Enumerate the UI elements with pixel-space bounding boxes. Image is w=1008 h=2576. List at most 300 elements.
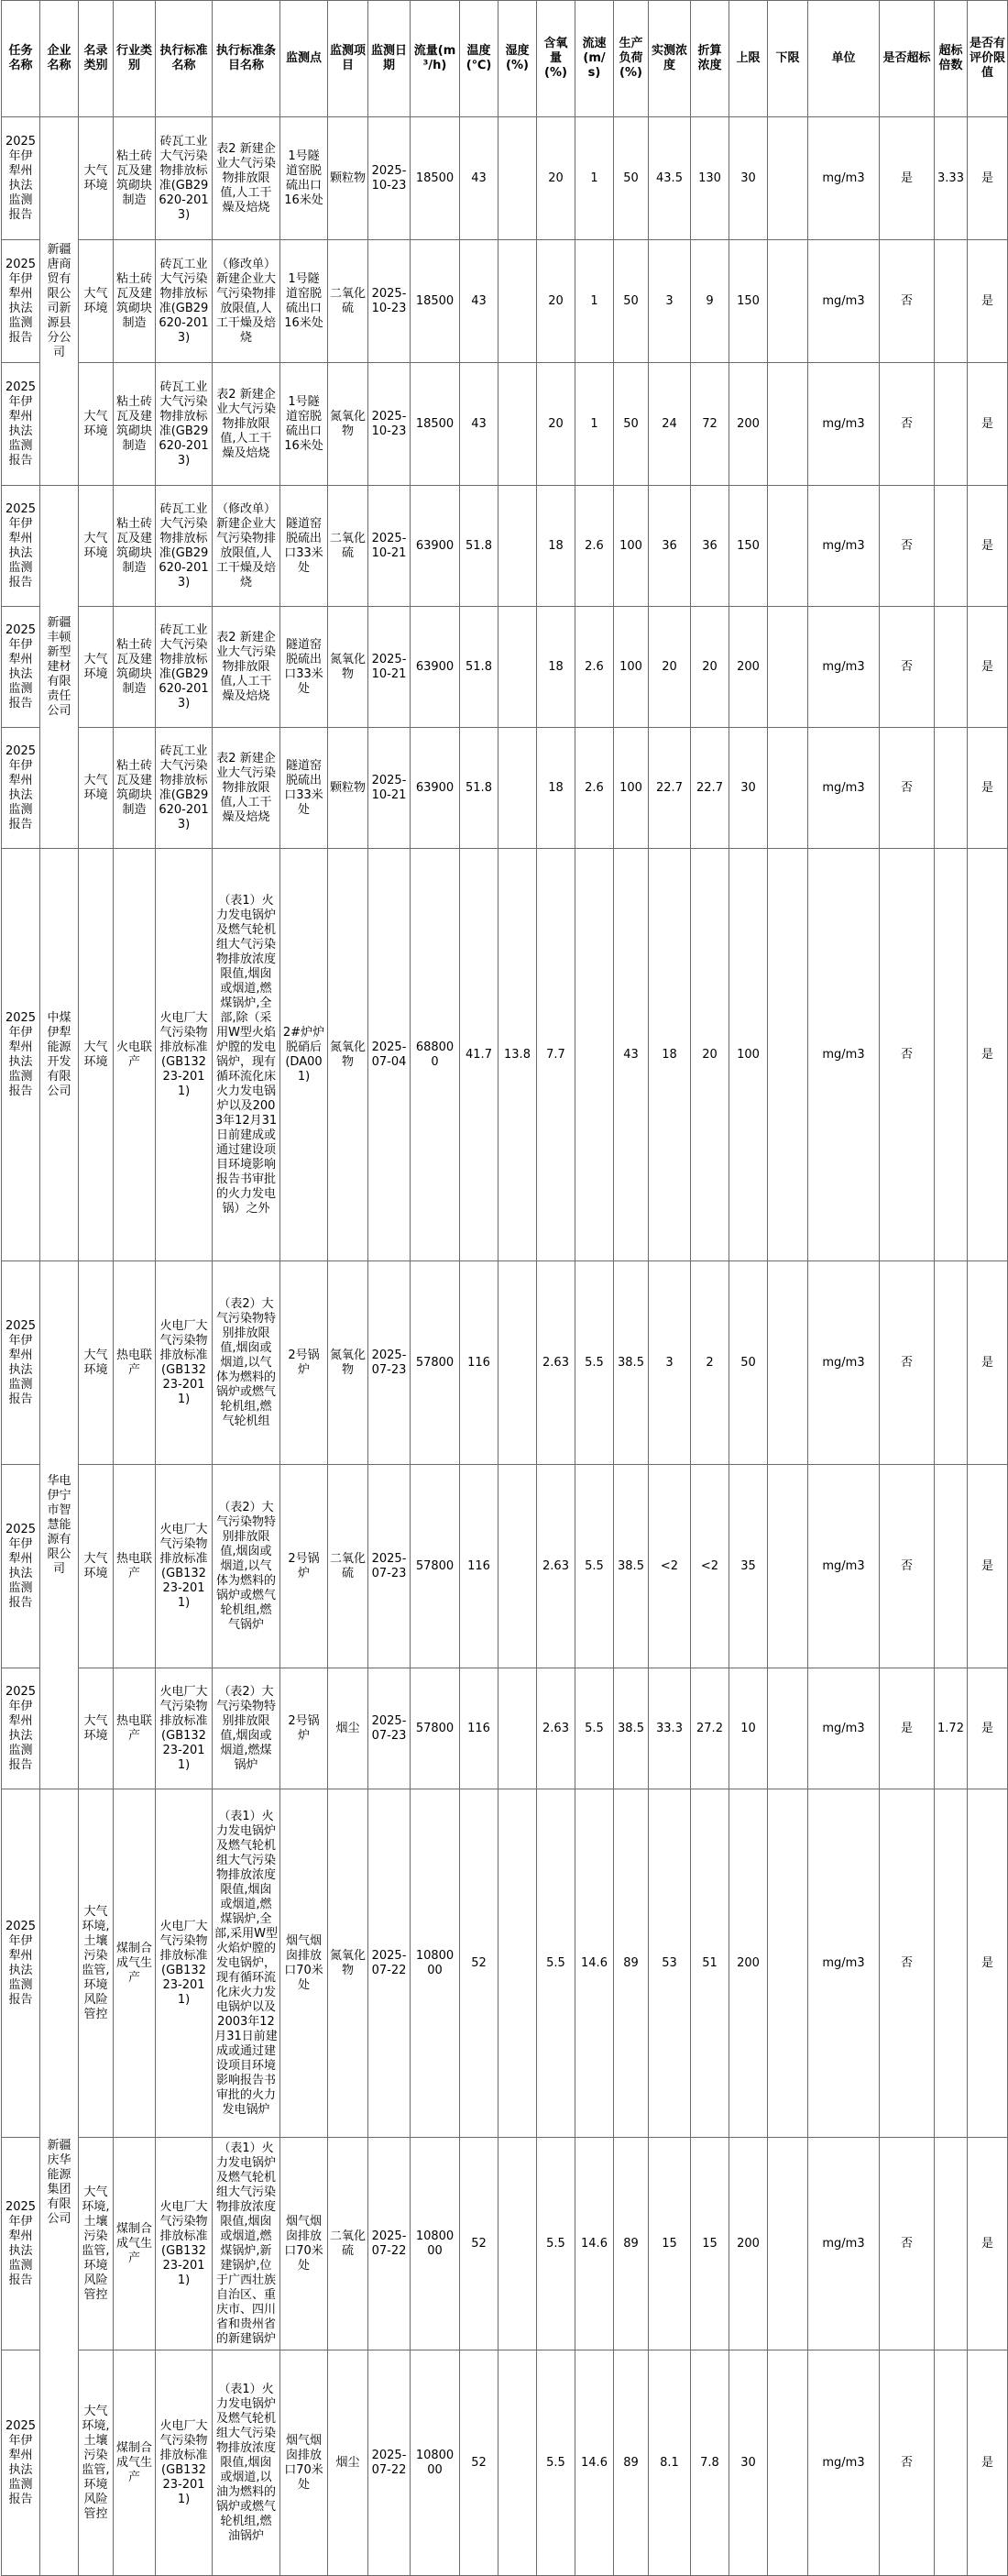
standard-cell: 砖瓦工业大气污染物排放标准(GB29620-2013) <box>156 363 213 486</box>
pollutant-cell: 氮氧化物 <box>328 607 368 728</box>
exceed-times-cell <box>935 728 968 849</box>
temperature-cell: 116 <box>460 1465 499 1668</box>
company-name-cell: 中煤伊犁能源开发有限公司 <box>40 849 79 1261</box>
measured-cell: 3 <box>649 240 691 363</box>
humidity-cell <box>499 2138 537 2350</box>
monitoring-point-cell: 烟气烟囱排放口70米处 <box>280 1789 328 2138</box>
upper-limit-cell: 200 <box>729 1789 768 2138</box>
oxygen-cell: 2.63 <box>537 1465 575 1668</box>
pollutant-cell: 氮氧化物 <box>328 1261 368 1465</box>
lower-limit-cell <box>768 363 808 486</box>
humidity-cell <box>499 1261 537 1465</box>
converted-cell: 27.2 <box>691 1668 729 1789</box>
load-cell: 38.5 <box>614 1465 649 1668</box>
table-row <box>2 240 1008 363</box>
header-cell: 执行标准名称 <box>156 1 213 117</box>
upper-limit-cell: 100 <box>729 849 768 1261</box>
monitoring-point-cell: 1号隧道窑脱硫出口16米处 <box>280 363 328 486</box>
task-name-cell: 2025年伊犁州执法监测报告 <box>2 486 40 607</box>
velocity-cell: 5.5 <box>575 1261 614 1465</box>
task-name-cell: 2025年伊犁州执法监测报告 <box>2 240 40 363</box>
category-cell: 大气环境,土壤污染监管,环境风险管控 <box>79 2350 114 2576</box>
measured-cell: 18 <box>649 849 691 1261</box>
flow-cell: 1080000 <box>411 1789 460 2138</box>
standard-cell: 砖瓦工业大气污染物排放标准(GB29620-2013) <box>156 240 213 363</box>
date-cell: 2025-10-23 <box>368 117 411 240</box>
oxygen-cell: 2.63 <box>537 1261 575 1465</box>
table-row <box>2 1668 1008 1789</box>
load-cell: 38.5 <box>614 1668 649 1789</box>
date-cell: 2025-07-23 <box>368 1261 411 1465</box>
lower-limit-cell <box>768 486 808 607</box>
header-cell: 湿度(%) <box>499 1 537 117</box>
velocity-cell: 1 <box>575 363 614 486</box>
header-cell: 生产负荷(%) <box>614 1 649 117</box>
measured-cell: 24 <box>649 363 691 486</box>
company-name-cell: 华电伊宁市智慧能源有限公司 <box>40 1261 79 1789</box>
flow-cell: 57800 <box>411 1261 460 1465</box>
monitoring-point-cell: 烟气烟囱排放口70米处 <box>280 2138 328 2350</box>
upper-limit-cell: 30 <box>729 728 768 849</box>
humidity-cell <box>499 486 537 607</box>
task-name-cell: 2025年伊犁州执法监测报告 <box>2 728 40 849</box>
header-cell: 流速(m/s) <box>575 1 614 117</box>
table-row <box>2 1465 1008 1668</box>
oxygen-cell: 20 <box>537 117 575 240</box>
task-name-cell: 2025年伊犁州执法监测报告 <box>2 1668 40 1789</box>
evaluation-cell: 是 <box>968 117 1008 240</box>
exceed-times-cell <box>935 1261 968 1465</box>
upper-limit-cell: 200 <box>729 2138 768 2350</box>
header-cell: 下限 <box>768 1 808 117</box>
oxygen-cell: 5.5 <box>537 1789 575 2138</box>
lower-limit-cell <box>768 1465 808 1668</box>
header-cell: 折算浓度 <box>691 1 729 117</box>
unit-cell: mg/m3 <box>808 1668 880 1789</box>
flow-cell: 57800 <box>411 1668 460 1789</box>
exceed-cell: 否 <box>880 1261 935 1465</box>
exceed-times-cell: 1.72 <box>935 1668 968 1789</box>
load-cell: 89 <box>614 2350 649 2576</box>
header-cell: 超标倍数 <box>935 1 968 117</box>
task-name-cell: 2025年伊犁州执法监测报告 <box>2 2350 40 2576</box>
oxygen-cell: 5.5 <box>537 2138 575 2350</box>
velocity-cell <box>575 849 614 1261</box>
exceed-times-cell <box>935 849 968 1261</box>
unit-cell: mg/m3 <box>808 1789 880 2138</box>
exceed-cell: 否 <box>880 849 935 1261</box>
header-cell: 单位 <box>808 1 880 117</box>
standard-cell: 砖瓦工业大气污染物排放标准(GB29620-2013) <box>156 117 213 240</box>
humidity-cell <box>499 607 537 728</box>
exceed-cell: 否 <box>880 1465 935 1668</box>
standard-item-cell: （修改单）新建企业大气污染物排放限值,人工干燥及焙烧 <box>213 486 280 607</box>
unit-cell: mg/m3 <box>808 849 880 1261</box>
table-row <box>2 117 1008 240</box>
measured-cell: 3 <box>649 1261 691 1465</box>
date-cell: 2025-07-22 <box>368 2138 411 2350</box>
exceed-times-cell <box>935 1789 968 2138</box>
converted-cell: 20 <box>691 849 729 1261</box>
converted-cell: 130 <box>691 117 729 240</box>
industry-cell: 煤制合成气生产 <box>114 2350 156 2576</box>
category-cell: 大气环境 <box>79 240 114 363</box>
standard-item-cell: （修改单）新建企业大气污染物排放限值,人工干燥及焙烧 <box>213 240 280 363</box>
lower-limit-cell <box>768 117 808 240</box>
evaluation-cell: 是 <box>968 1789 1008 2138</box>
task-name-cell: 2025年伊犁州执法监测报告 <box>2 607 40 728</box>
date-cell: 2025-07-22 <box>368 1789 411 2138</box>
header-cell: 名录类别 <box>79 1 114 117</box>
header-cell: 监测日期 <box>368 1 411 117</box>
velocity-cell: 2.6 <box>575 486 614 607</box>
load-cell: 100 <box>614 486 649 607</box>
flow-cell: 18500 <box>411 363 460 486</box>
header-cell: 实测浓度 <box>649 1 691 117</box>
oxygen-cell: 18 <box>537 486 575 607</box>
humidity-cell <box>499 728 537 849</box>
header-cell: 监测项目 <box>328 1 368 117</box>
lower-limit-cell <box>768 1668 808 1789</box>
converted-cell: <2 <box>691 1465 729 1668</box>
load-cell: 89 <box>614 2138 649 2350</box>
category-cell: 大气环境 <box>79 486 114 607</box>
evaluation-cell: 是 <box>968 363 1008 486</box>
converted-cell: 20 <box>691 607 729 728</box>
converted-cell: 22.7 <box>691 728 729 849</box>
task-name-cell: 2025年伊犁州执法监测报告 <box>2 1261 40 1465</box>
monitoring-point-cell: 2号锅炉 <box>280 1465 328 1668</box>
task-name-cell: 2025年伊犁州执法监测报告 <box>2 1789 40 2138</box>
company-name-cell: 新疆唐商贸有限公司新源县分公司 <box>40 117 79 486</box>
pollutant-cell: 颗粒物 <box>328 728 368 849</box>
category-cell: 大气环境 <box>79 1465 114 1668</box>
lower-limit-cell <box>768 1789 808 2138</box>
exceed-cell: 是 <box>880 117 935 240</box>
category-cell: 大气环境 <box>79 728 114 849</box>
evaluation-cell: 是 <box>968 1261 1008 1465</box>
header-cell: 任务名称 <box>2 1 40 117</box>
temperature-cell: 41.7 <box>460 849 499 1261</box>
table-row <box>2 363 1008 486</box>
unit-cell: mg/m3 <box>808 1261 880 1465</box>
unit-cell: mg/m3 <box>808 728 880 849</box>
company-name-cell: 新疆丰顿新型建材有限责任公司 <box>40 486 79 849</box>
standard-item-cell: （表2）大气污染物特别排放限值,烟囱或烟道,燃煤锅炉 <box>213 1668 280 1789</box>
monitoring-point-cell: 2号锅炉 <box>280 1261 328 1465</box>
category-cell: 大气环境,土壤污染监管,环境风险管控 <box>79 2138 114 2350</box>
measured-cell: 15 <box>649 2138 691 2350</box>
task-name-cell: 2025年伊犁州执法监测报告 <box>2 849 40 1261</box>
unit-cell: mg/m3 <box>808 2138 880 2350</box>
date-cell: 2025-10-23 <box>368 240 411 363</box>
date-cell: 2025-10-21 <box>368 728 411 849</box>
date-cell: 2025-10-23 <box>368 363 411 486</box>
flow-cell: 63900 <box>411 486 460 607</box>
exceed-cell: 否 <box>880 607 935 728</box>
standard-cell: 砖瓦工业大气污染物排放标准(GB29620-2013) <box>156 728 213 849</box>
pollutant-cell: 二氧化硫 <box>328 2138 368 2350</box>
evaluation-cell: 是 <box>968 2350 1008 2576</box>
lower-limit-cell <box>768 2138 808 2350</box>
converted-cell: 72 <box>691 363 729 486</box>
load-cell: 100 <box>614 607 649 728</box>
evaluation-cell: 是 <box>968 2138 1008 2350</box>
header-cell: 是否超标 <box>880 1 935 117</box>
pollutant-cell: 烟尘 <box>328 2350 368 2576</box>
velocity-cell: 1 <box>575 240 614 363</box>
oxygen-cell: 2.63 <box>537 1668 575 1789</box>
evaluation-cell: 是 <box>968 1465 1008 1668</box>
date-cell: 2025-07-23 <box>368 1465 411 1668</box>
header-cell: 企业名称 <box>40 1 79 117</box>
pollutant-cell: 颗粒物 <box>328 117 368 240</box>
unit-cell: mg/m3 <box>808 607 880 728</box>
monitoring-point-cell: 隧道窑脱硫出口33米处 <box>280 486 328 607</box>
velocity-cell: 2.6 <box>575 728 614 849</box>
upper-limit-cell: 200 <box>729 363 768 486</box>
header-cell: 是否有评价限值 <box>968 1 1008 117</box>
table-row <box>2 849 1008 1261</box>
load-cell: 100 <box>614 728 649 849</box>
exceed-cell: 否 <box>880 363 935 486</box>
monitoring-point-cell: 1号隧道窑脱硫出口16米处 <box>280 117 328 240</box>
category-cell: 大气环境 <box>79 363 114 486</box>
upper-limit-cell: 30 <box>729 2350 768 2576</box>
standard-cell: 火电厂大气污染物排放标准(GB13223-2011) <box>156 849 213 1261</box>
unit-cell: mg/m3 <box>808 1465 880 1668</box>
exceed-times-cell <box>935 486 968 607</box>
lower-limit-cell <box>768 2350 808 2576</box>
industry-cell: 粘土砖瓦及建筑砌块制造 <box>114 728 156 849</box>
unit-cell: mg/m3 <box>808 486 880 607</box>
flow-cell: 688000 <box>411 849 460 1261</box>
humidity-cell <box>499 1789 537 2138</box>
standard-item-cell: 表2 新建企业大气污染物排放限值,人工干燥及焙烧 <box>213 363 280 486</box>
industry-cell: 粘土砖瓦及建筑砌块制造 <box>114 607 156 728</box>
measured-cell: 33.3 <box>649 1668 691 1789</box>
lower-limit-cell <box>768 607 808 728</box>
standard-item-cell: 表2 新建企业大气污染物排放限值,人工干燥及焙烧 <box>213 728 280 849</box>
humidity-cell <box>499 1465 537 1668</box>
temperature-cell: 51.8 <box>460 607 499 728</box>
converted-cell: 9 <box>691 240 729 363</box>
pollutant-cell: 烟尘 <box>328 1668 368 1789</box>
exceed-cell: 否 <box>880 240 935 363</box>
evaluation-cell: 是 <box>968 728 1008 849</box>
velocity-cell: 14.6 <box>575 2138 614 2350</box>
unit-cell: mg/m3 <box>808 363 880 486</box>
task-name-cell: 2025年伊犁州执法监测报告 <box>2 363 40 486</box>
date-cell: 2025-10-21 <box>368 607 411 728</box>
header-cell: 含氧量(%) <box>537 1 575 117</box>
oxygen-cell: 20 <box>537 240 575 363</box>
upper-limit-cell: 35 <box>729 1465 768 1668</box>
load-cell: 38.5 <box>614 1261 649 1465</box>
upper-limit-cell: 10 <box>729 1668 768 1789</box>
temperature-cell: 43 <box>460 363 499 486</box>
table-row <box>2 1789 1008 2138</box>
evaluation-cell: 是 <box>968 849 1008 1261</box>
date-cell: 2025-10-21 <box>368 486 411 607</box>
converted-cell: 51 <box>691 1789 729 2138</box>
oxygen-cell: 7.7 <box>537 849 575 1261</box>
measured-cell: 8.1 <box>649 2350 691 2576</box>
exceed-cell: 否 <box>880 2138 935 2350</box>
standard-item-cell: （表2）大气污染物特别排放限值,烟囱或烟道,以气体为燃料的锅炉或燃气轮机组,燃气锅炉 <box>213 1465 280 1668</box>
load-cell: 50 <box>614 117 649 240</box>
oxygen-cell: 5.5 <box>537 2350 575 2576</box>
standard-item-cell: 表2 新建企业大气污染物排放限值,人工干燥及焙烧 <box>213 117 280 240</box>
temperature-cell: 51.8 <box>460 728 499 849</box>
exceed-times-cell <box>935 363 968 486</box>
date-cell: 2025-07-04 <box>368 849 411 1261</box>
flow-cell: 63900 <box>411 607 460 728</box>
task-name-cell: 2025年伊犁州执法监测报告 <box>2 2138 40 2350</box>
lower-limit-cell <box>768 728 808 849</box>
standard-item-cell: （表1）火力发电锅炉及燃气轮机组大气污染物排放浓度限值,烟囱或烟道,燃煤锅炉,全部,采用W型火焰炉膛的发电锅炉，现有循环流化床火力发电锅炉以及2003年12月31日前建成或通过建设项目环境影响报告书审批的火力发电锅炉 <box>213 1789 280 2138</box>
unit-cell: mg/m3 <box>808 240 880 363</box>
standard-item-cell: （表2）大气污染物特别排放限值,烟囱或烟道,以气体为燃料的锅炉或燃气轮机组,燃气轮机组 <box>213 1261 280 1465</box>
monitoring-report-table <box>1 0 1008 2576</box>
evaluation-cell: 是 <box>968 1668 1008 1789</box>
table-row <box>2 486 1008 607</box>
header-row <box>2 1 1008 117</box>
humidity-cell <box>499 363 537 486</box>
header-cell: 流量(m³/h) <box>411 1 460 117</box>
evaluation-cell: 是 <box>968 486 1008 607</box>
table-body <box>2 117 1008 2576</box>
category-cell: 大气环境 <box>79 1668 114 1789</box>
measured-cell: 43.5 <box>649 117 691 240</box>
load-cell: 89 <box>614 1789 649 2138</box>
humidity-cell <box>499 2350 537 2576</box>
temperature-cell: 116 <box>460 1668 499 1789</box>
load-cell: 43 <box>614 849 649 1261</box>
header-cell: 行业类别 <box>114 1 156 117</box>
upper-limit-cell: 50 <box>729 1261 768 1465</box>
flow-cell: 57800 <box>411 1465 460 1668</box>
flow-cell: 1080000 <box>411 2138 460 2350</box>
standard-cell: 砖瓦工业大气污染物排放标准(GB29620-2013) <box>156 486 213 607</box>
header-cell: 执行标准条目名称 <box>213 1 280 117</box>
upper-limit-cell: 200 <box>729 607 768 728</box>
monitoring-point-cell: 烟气烟囱排放口70米处 <box>280 2350 328 2576</box>
pollutant-cell: 氮氧化物 <box>328 363 368 486</box>
converted-cell: 36 <box>691 486 729 607</box>
flow-cell: 1080000 <box>411 2350 460 2576</box>
exceed-times-cell <box>935 2138 968 2350</box>
temperature-cell: 52 <box>460 2138 499 2350</box>
oxygen-cell: 18 <box>537 728 575 849</box>
date-cell: 2025-07-23 <box>368 1668 411 1789</box>
standard-cell: 火电厂大气污染物排放标准(GB13223-2011) <box>156 1465 213 1668</box>
upper-limit-cell: 150 <box>729 486 768 607</box>
converted-cell: 2 <box>691 1261 729 1465</box>
monitoring-point-cell: 隧道窑脱硫出口33米处 <box>280 607 328 728</box>
header-cell: 温度(℃) <box>460 1 499 117</box>
pollutant-cell: 二氧化硫 <box>328 486 368 607</box>
evaluation-cell: 是 <box>968 240 1008 363</box>
temperature-cell: 43 <box>460 117 499 240</box>
standard-item-cell: （表1）火力发电锅炉及燃气轮机组大气污染物排放浓度限值,烟囱或烟道,燃煤锅炉,全部,除（采用W型火焰炉膛的发电锅炉，现有循环流化床火力发电锅炉以及2003年12月31日前建成或通过建设项目环境影响报告书审批的火力发电锅）之外 <box>213 849 280 1261</box>
exceed-cell: 否 <box>880 728 935 849</box>
oxygen-cell: 20 <box>537 363 575 486</box>
category-cell: 大气环境,土壤污染监管,环境风险管控 <box>79 1789 114 2138</box>
upper-limit-cell: 30 <box>729 117 768 240</box>
humidity-cell <box>499 117 537 240</box>
exceed-cell: 否 <box>880 2350 935 2576</box>
temperature-cell: 52 <box>460 1789 499 2138</box>
measured-cell: <2 <box>649 1465 691 1668</box>
standard-item-cell: 表2 新建企业大气污染物排放限值,人工干燥及焙烧 <box>213 607 280 728</box>
unit-cell: mg/m3 <box>808 117 880 240</box>
industry-cell: 粘土砖瓦及建筑砌块制造 <box>114 240 156 363</box>
exceed-times-cell <box>935 240 968 363</box>
table-row <box>2 728 1008 849</box>
exceed-times-cell <box>935 607 968 728</box>
exceed-cell: 否 <box>880 1789 935 2138</box>
oxygen-cell: 18 <box>537 607 575 728</box>
monitoring-point-cell: 2#炉炉脱硝后(DA001) <box>280 849 328 1261</box>
temperature-cell: 52 <box>460 2350 499 2576</box>
standard-cell: 火电厂大气污染物排放标准(GB13223-2011) <box>156 1261 213 1465</box>
exceed-times-cell: 3.33 <box>935 117 968 240</box>
temperature-cell: 116 <box>460 1261 499 1465</box>
company-name-cell: 新疆庆华能源集团有限公司 <box>40 1789 79 2576</box>
flow-cell: 18500 <box>411 240 460 363</box>
velocity-cell: 14.6 <box>575 2350 614 2576</box>
date-cell: 2025-07-22 <box>368 2350 411 2576</box>
table-row <box>2 2138 1008 2350</box>
measured-cell: 36 <box>649 486 691 607</box>
exceed-times-cell <box>935 1465 968 1668</box>
measured-cell: 22.7 <box>649 728 691 849</box>
flow-cell: 18500 <box>411 117 460 240</box>
velocity-cell: 5.5 <box>575 1668 614 1789</box>
converted-cell: 7.8 <box>691 2350 729 2576</box>
lower-limit-cell <box>768 849 808 1261</box>
header-cell: 上限 <box>729 1 768 117</box>
pollutant-cell: 二氧化硫 <box>328 1465 368 1668</box>
exceed-cell: 否 <box>880 486 935 607</box>
standard-cell: 火电厂大气污染物排放标准(GB13223-2011) <box>156 2138 213 2350</box>
monitoring-point-cell: 2号锅炉 <box>280 1668 328 1789</box>
industry-cell: 热电联产 <box>114 1668 156 1789</box>
category-cell: 大气环境 <box>79 1261 114 1465</box>
industry-cell: 粘土砖瓦及建筑砌块制造 <box>114 117 156 240</box>
converted-cell: 15 <box>691 2138 729 2350</box>
task-name-cell: 2025年伊犁州执法监测报告 <box>2 117 40 240</box>
velocity-cell: 2.6 <box>575 607 614 728</box>
industry-cell: 煤制合成气生产 <box>114 1789 156 2138</box>
lower-limit-cell <box>768 1261 808 1465</box>
measured-cell: 53 <box>649 1789 691 2138</box>
humidity-cell <box>499 1668 537 1789</box>
industry-cell: 热电联产 <box>114 1261 156 1465</box>
header-cell: 监测点 <box>280 1 328 117</box>
velocity-cell: 1 <box>575 117 614 240</box>
temperature-cell: 43 <box>460 240 499 363</box>
exceed-cell: 是 <box>880 1668 935 1789</box>
pollutant-cell: 二氧化硫 <box>328 240 368 363</box>
standard-cell: 火电厂大气污染物排放标准(GB13223-2011) <box>156 1668 213 1789</box>
task-name-cell: 2025年伊犁州执法监测报告 <box>2 1465 40 1668</box>
temperature-cell: 51.8 <box>460 486 499 607</box>
velocity-cell: 14.6 <box>575 1789 614 2138</box>
standard-cell: 火电厂大气污染物排放标准(GB13223-2011) <box>156 2350 213 2576</box>
monitoring-point-cell: 隧道窑脱硫出口33米处 <box>280 728 328 849</box>
